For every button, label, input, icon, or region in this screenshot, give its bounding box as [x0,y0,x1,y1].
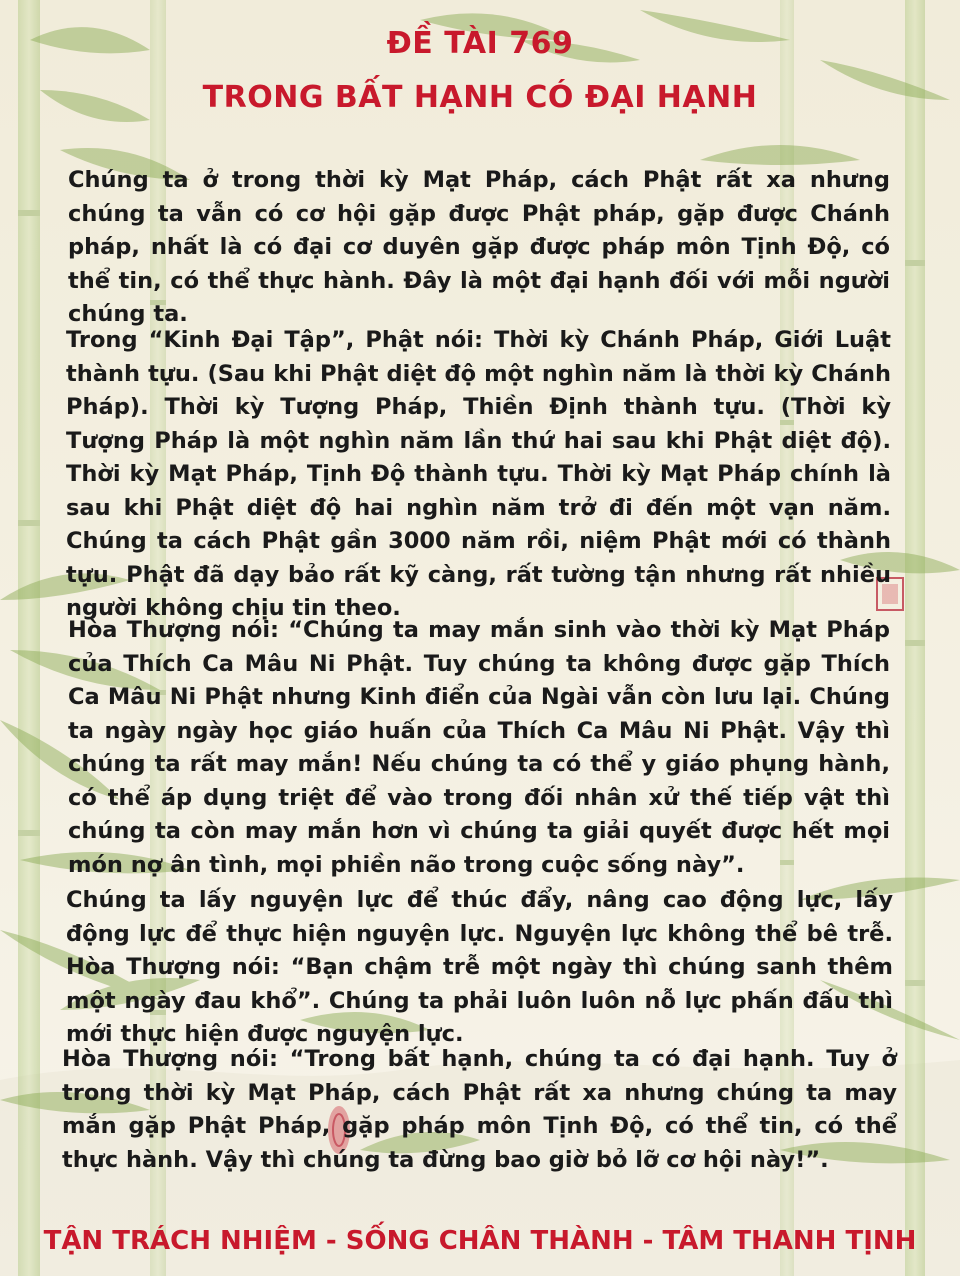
topic-number-title: ĐỀ TÀI 769 [386,26,574,61]
paragraph-2: Trong “Kinh Đại Tập”, Phật nói: Thời kỳ Chánh Pháp, Giới Luật thành tựu. (Sau khi Phật diệt độ một nghìn năm là thời kỳ Chánh Pháp). Thời kỳ Tượng Pháp, Thiền Định thành tựu. (Thời kỳ Tượng Pháp là một nghìn năm lần thứ hai sau khi Phật diệt độ). Thời kỳ Mạt Pháp, Tịnh Độ thành tựu. Thời kỳ Mạt Pháp chính là sau khi Phật diệt độ hai nghìn năm trở đi đến một vạn năm. Chúng ta cách Phật gần 3000 năm rồi, niệm Phật mới có thành tựu. Phật đã dạy bảo rất kỹ càng, rất tường tận nhưng rất nhiều người không chịu tin theo. [66,327,891,621]
paragraph-4: Chúng ta lấy nguyện lực để thúc đẩy, nâng cao động lực, lấy động lực để thực hiện nguyện lực. Nguyện lực không thể bê trễ. Hòa Thượng nói: “Bạn chậm trễ một ngày thì chúng sanh thêm một ngày đau khổ”. Chúng ta phải luôn luôn nỗ lực phấn đấu thì mới thực hiện được nguyện lực. [66,887,893,1047]
footer-motto: TẬN TRÁCH NHIỆM - SỐNG CHÂN THÀNH - TÂM THANH TỊNH [43,1226,917,1256]
paragraph-3: Hòa Thượng nói: “Chúng ta may mắn sinh vào thời kỳ Mạt Pháp của Thích Ca Mâu Ni Phật. Tuy chúng ta không được gặp Thích Ca Mâu Ni Phật nhưng Kinh điển của Ngài vẫn còn lưu lại. Chúng ta ngày ngày học giáo huấn của Thích Ca Mâu Ni Phật. Vậy thì chúng ta rất may mắn! Nếu chúng ta có thể y giáo phụng hành, có thể áp dụng triệt để vào trong đối nhân xử thế tiếp vật thì chúng ta còn may mắn hơn vì chúng ta giải quyết được hết mọi món nợ ân tình, mọi phiền não trong cuộc sống này”. [68,617,890,878]
paragraph-1: Chúng ta ở trong thời kỳ Mạt Pháp, cách Phật rất xa nhưng chúng ta vẫn có cơ hội gặp được Phật pháp, gặp được Chánh pháp, nhất là có đại cơ duyên gặp được pháp môn Tịnh Độ, có thể tin, có thể thực hành. Đây là một đại hạnh đối với mỗi người chúng ta. [68,167,890,327]
paragraph-5: Hòa Thượng nói: “Trong bất hạnh, chúng ta có đại hạnh. Tuy ở trong thời kỳ Mạt Pháp, cách Phật rất xa nhưng chúng ta may mắn gặp Phật Pháp, gặp pháp môn Tịnh Độ, có thể tin, có thể thực hành. Vậy thì chúng ta đừng bao giờ bỏ lỡ cơ hội này!”. [62,1046,897,1173]
topic-main-title: TRONG BẤT HẠNH CÓ ĐẠI HẠNH [202,80,758,115]
